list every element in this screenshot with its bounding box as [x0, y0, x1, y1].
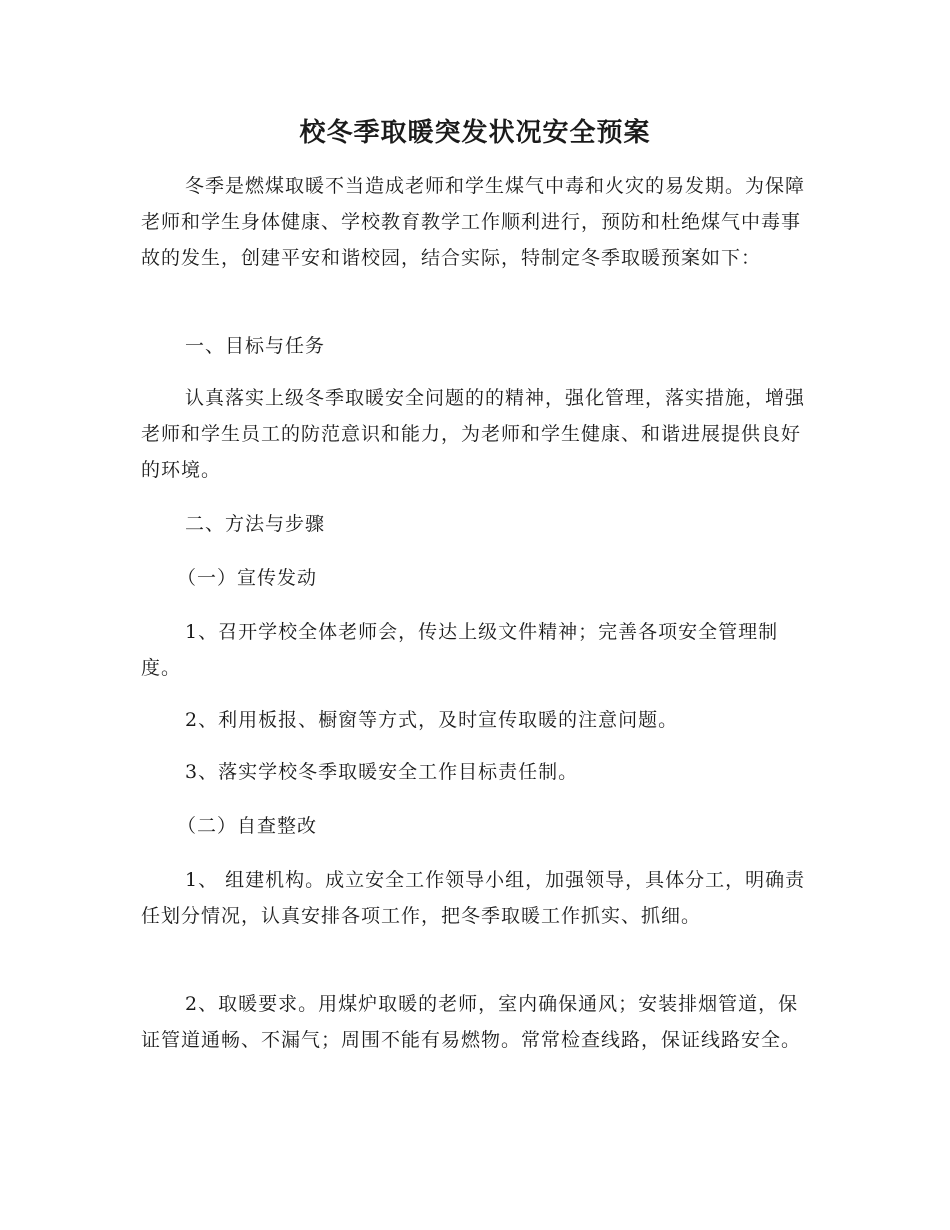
subsection-heading-publicity: （一）宣传发动	[177, 567, 318, 589]
subsection-heading-inspection: （二）自查整改	[177, 815, 318, 837]
list-item-publicity-2: 2、利用板报、橱窗等方式，及时宣传取暖的注意问题。	[185, 709, 679, 731]
section-heading-methods: 二、方法与步骤	[185, 513, 326, 535]
list-item-publicity-1: 1、召开学校全体老师会，传达上级文件精神；完善各项安全管理制度。	[141, 621, 779, 679]
list-item-inspection-1: 1、 组建机构。成立安全工作领导小组，加强领导，具体分工，明确责任划分情况，认真安排各项工作，把冬季取暖工作抓实、抓细。	[141, 869, 806, 927]
paragraph-goals: 认真落实上级冬季取暖安全问题的的精神，强化管理，落实措施，增强老师和学生员工的防范意识和能力，为老师和学生健康、和谐进展提供良好的环境。	[141, 387, 806, 481]
list-item-publicity-3: 3、落实学校冬季取暖安全工作目标责任制。	[185, 761, 579, 783]
section-heading-goals: 一、目标与任务	[185, 335, 326, 357]
document-title: 校冬季取暖突发状况安全预案	[299, 118, 651, 148]
paragraph-intro: 冬季是燃煤取暖不当造成老师和学生煤气中毒和火灾的易发期。为保障老师和学生身体健康、学校教育教学工作顺利进行，预防和杜绝煤气中毒事故的发生，创建平安和谐校园，结合实际，特制定冬季取暖预案如下：	[141, 175, 806, 269]
list-item-inspection-2: 2、取暖要求。用煤炉取暖的老师，室内确保通风；安装排烟管道，保证管道通畅、不漏气；周围不能有易燃物。常常检查线路，保证线路安全。	[141, 993, 802, 1051]
